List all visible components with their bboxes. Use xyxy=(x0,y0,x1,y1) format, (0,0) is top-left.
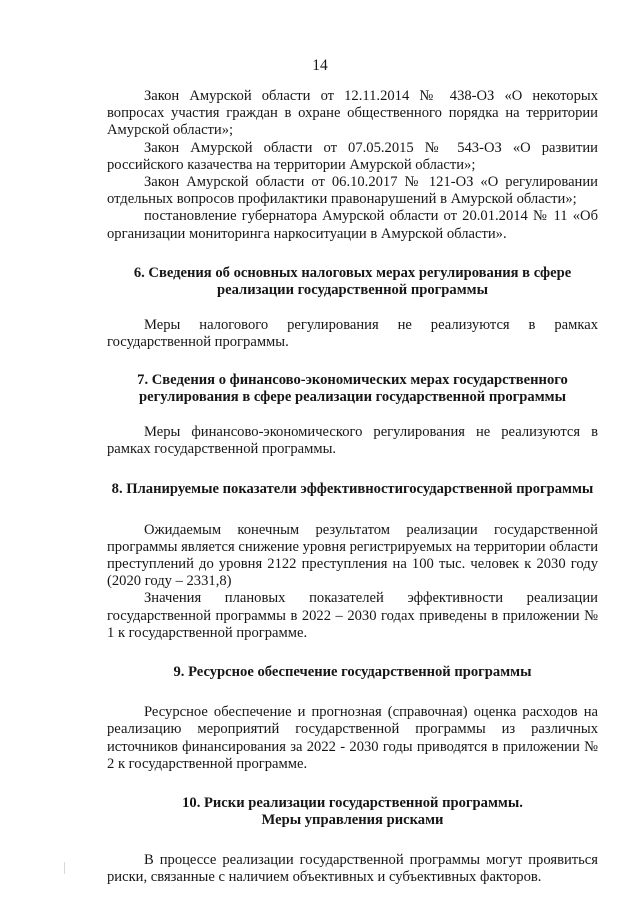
scan-mark xyxy=(64,862,65,874)
law-paragraph-4: постановление губернатора Амурской области от 20.01.2014 № 11 «Об организации мониторинга наркоситуации в Амурской области». xyxy=(107,208,598,242)
section-7-heading: 7. Сведения о финансово-экономических мерах государственного регулирования в сфере реализации государственной программы xyxy=(137,371,568,405)
law-paragraph-2: Закон Амурской области от 07.05.2015 № 543-ОЗ «О развитии российского казачества на территории Амурской области»; xyxy=(107,139,598,173)
section-9-text: Ресурсное обеспечение и прогнозная (справочная) оценка расходов на реализацию мероприятий государственной программы из различных источников финансирования за 2022 - 2030 годы приводятся в приложении № 2 к государственной программе. xyxy=(107,704,598,772)
section-10-heading-line-1: 10. Риски реализации государственной программы. xyxy=(182,795,523,812)
page-number: 14 xyxy=(312,57,328,74)
law-paragraph-1: Закон Амурской области от 12.11.2014 № 438-ОЗ «О некоторых вопросах участия граждан в охране общественного порядка на территории Амурской области»; xyxy=(107,88,598,139)
section-10-text: В процессе реализации государственной программы могут проявиться риски, связанные с наличием объективных и субъективных факторов. xyxy=(107,851,598,885)
section-10-heading-line-2: Меры управления рисками xyxy=(261,812,444,829)
section-7-text: Меры финансово-экономического регулирования не реализуются в рамках государственной программы. xyxy=(107,424,598,458)
section-8-text-1: Ожидаемым конечным результатом реализации государственной программы является снижение уровня регистрируемых на территории области преступлений до уровня 2122 преступления на 100 тыс. человек к 2030 году (2020 году – 2331,8) xyxy=(107,521,598,590)
section-6-heading: 6. Сведения об основных налоговых мерах регулирования в сфере реализации государственной программы xyxy=(133,264,572,299)
section-8-text-2: Значения плановых показателей эффективности реализации государственной программы в 2022 – 2030 годах приведены в приложении № 1 к государственной программе. xyxy=(107,590,598,641)
section-6-text: Меры налогового регулирования не реализуются в рамках государственной программы. xyxy=(107,317,598,351)
section-8-heading: 8. Планируемые показатели эффективностигосударственной программы xyxy=(111,481,594,498)
section-9-heading: 9. Ресурсное обеспечение государственной программы xyxy=(173,664,532,681)
page-content xyxy=(107,88,598,886)
law-paragraph-3: Закон Амурской области от 06.10.2017 № 121-ОЗ «О регулировании отдельных вопросов профилактики правонарушений в Амурской области»; xyxy=(107,174,598,208)
